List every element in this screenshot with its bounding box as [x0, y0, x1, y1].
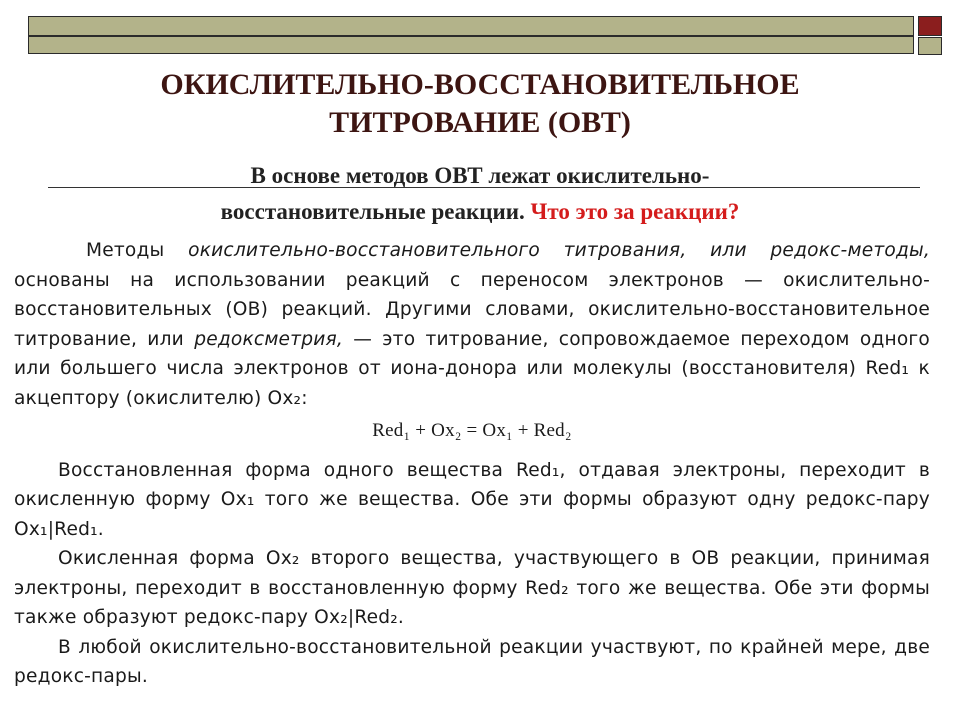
p1-middle: основаны на использовании реакций с переносом электронов — окислительно-восстановительных (ОВ) реакций. Другими словами, окислительно-восстановительное титрование, или: [14, 269, 930, 350]
p1-term: окислительно-восстановительного титрования, или редокс-методы,: [188, 240, 930, 261]
intro-line1: В основе методов ОВТ лежат окислительно-: [250, 163, 710, 188]
p1-end: — это титрование, сопровождаемое переходом одного или большего числа электронов от иона-донора или молекулы (восстановителя) Red₁ к акцептору (окислителю) Ox₂:: [14, 328, 930, 409]
intro-line2-text: восстановительные реакции.: [220, 199, 525, 224]
intro-text: [0, 158, 960, 230]
paragraph-3: Окисленная форма Ox₂ второго вещества, участвующего в ОВ реакции, принимая электроны, переходит в восстановленную форму Red₂ того же вещества. Обе эти формы также образуют редокс-пару Ox₂|Red₂.: [14, 548, 930, 628]
accent-square-red: [918, 16, 942, 36]
p1-start: Методы: [86, 240, 165, 261]
p1-term-2: редоксметрия,: [194, 328, 343, 350]
accent-square-olive: [918, 37, 942, 55]
intro-line2: [0, 194, 960, 230]
reaction-equation: Red₁ + Ox₂ = Ox₁ + Red₂: [372, 420, 572, 441]
paragraph-4: В любой окислительно-восстановительной реакции участвуют, по крайней мере, две редокс-пары.: [14, 636, 930, 687]
slide-title: [0, 66, 960, 142]
intro-question: Что это за реакции?: [530, 199, 740, 224]
paragraph-1: [14, 236, 930, 413]
paragraph-2: Восстановленная форма одного вещества Red₁, отдавая электроны, переходит в окисленную форму Ox₁ того же вещества. Обе эти формы образуют одну редокс-пару Ox₁|Red₁.: [14, 459, 930, 540]
slide-title-line2: ТИТРОВАНИЕ (ОВТ): [329, 106, 631, 139]
header-bar-line: [29, 35, 913, 37]
header-bar: [28, 16, 914, 54]
scanned-textbook-excerpt: [14, 236, 930, 692]
slide-title-line1: ОКИСЛИТЕЛЬНО-ВОССТАНОВИТЕЛЬНОЕ: [160, 68, 800, 101]
